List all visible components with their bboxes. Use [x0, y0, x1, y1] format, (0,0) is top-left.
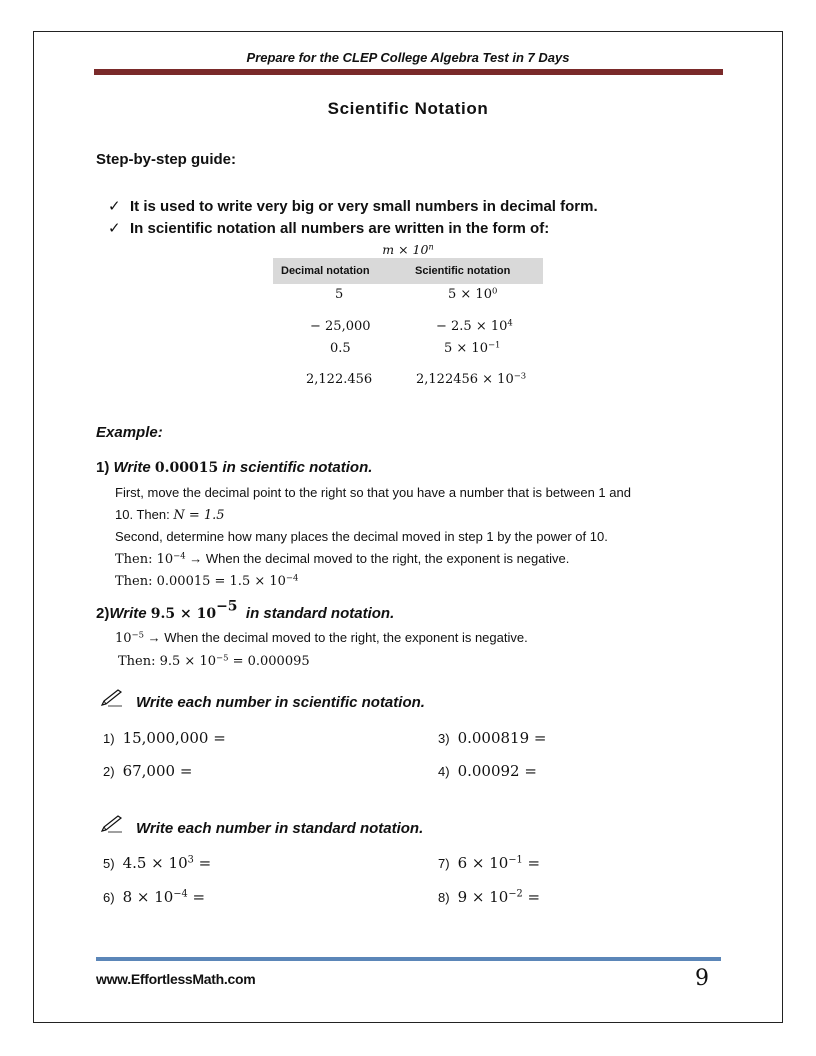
- checkmark-icon: ✓: [108, 198, 121, 215]
- instruction-standard: Write each number in standard notation.: [100, 815, 423, 837]
- header-divider: [94, 69, 723, 75]
- table-header-scientific: Scientific notation: [415, 265, 511, 277]
- example-2-step-1: $10^{-5}$ → When the decimal moved to the right, the exponent is negative.: [115, 629, 528, 646]
- example-1-step-4: Then: $10^{-4}$ → When the decimal moved to the right, the exponent is negative.: [115, 550, 570, 567]
- table-cell-decimal: − 25,000: [310, 319, 371, 334]
- exercise-5: 5) $4.5 \times 10^3$ =: [103, 854, 212, 872]
- exercise-6: 6) $8 \times 10^{-4}$ =: [103, 888, 206, 906]
- table-cell-scientific: $5 \times 10^{-1}$: [444, 339, 501, 356]
- checkmark-icon: ✓: [108, 220, 121, 237]
- example-1-step-1: First, move the decimal point to the right so that you have a number that is between 1 and: [115, 485, 631, 500]
- exercise-4: 4) 0.00092 =: [438, 762, 537, 780]
- table-cell-decimal: 0.5: [330, 341, 351, 356]
- example-1-result: Then: $0.00015 = 1.5 \times 10^{-4}$: [115, 572, 299, 589]
- footer-site-link[interactable]: www.EffortlessMath.com: [96, 971, 256, 987]
- table-cell-decimal: 2,122.456: [306, 372, 373, 387]
- exercise-8: 8) $9 \times 10^{-2}$ =: [438, 888, 541, 906]
- bullet-2: ✓ In scientific notation all numbers are written in the form of:: [108, 220, 550, 237]
- pencil-icon: [100, 689, 124, 711]
- example-2-result: Then: $9.5 \times 10^{-5} = 0.000095$: [118, 652, 310, 669]
- exercise-1: 1) 15,000,000 =: [103, 729, 226, 747]
- example-1-step-3: Second, determine how many places the decimal moved in step 1 by the power of 10.: [115, 529, 608, 544]
- example-1-step-2: 10. Then: N = 1.5: [115, 507, 225, 523]
- pencil-icon: [100, 815, 124, 837]
- table-header-decimal: Decimal notation: [281, 265, 370, 277]
- footer-divider: [96, 957, 721, 961]
- exercise-3: 3) 0.000819 =: [438, 729, 547, 747]
- exercise-7: 7) $6 \times 10^{-1}$ =: [438, 854, 541, 872]
- table-cell-scientific: $2,122456 \times 10^{-3}$: [416, 370, 527, 387]
- formula: $m \times 10^n$: [382, 241, 434, 257]
- exercise-2: 2) 67,000 =: [103, 762, 193, 780]
- header-title: Prepare for the CLEP College Algebra Test in 7 Days: [246, 50, 570, 65]
- table-cell-decimal: 5: [335, 287, 344, 302]
- example-problem-2: 2)Write $9.5 \times 10^{-5}$ in standard notation.: [96, 598, 395, 622]
- table-cell-scientific: $5 \times 10^0$: [448, 285, 498, 302]
- guide-heading: Step-by-step guide:: [96, 151, 237, 168]
- instruction-scientific: Write each number in scientific notation.: [100, 689, 425, 711]
- table-cell-scientific: − $2.5 \times 10^4$: [436, 317, 513, 334]
- example-problem-1: 1) Write 0.00015 in scientific notation.: [96, 459, 373, 476]
- bullet-1: ✓ It is used to write very big or very small numbers in decimal form.: [108, 198, 598, 215]
- page-border: [33, 31, 783, 1023]
- page-number: 9: [695, 966, 709, 991]
- example-heading: Example:: [96, 424, 163, 441]
- page-title: Scientific Notation: [327, 99, 489, 118]
